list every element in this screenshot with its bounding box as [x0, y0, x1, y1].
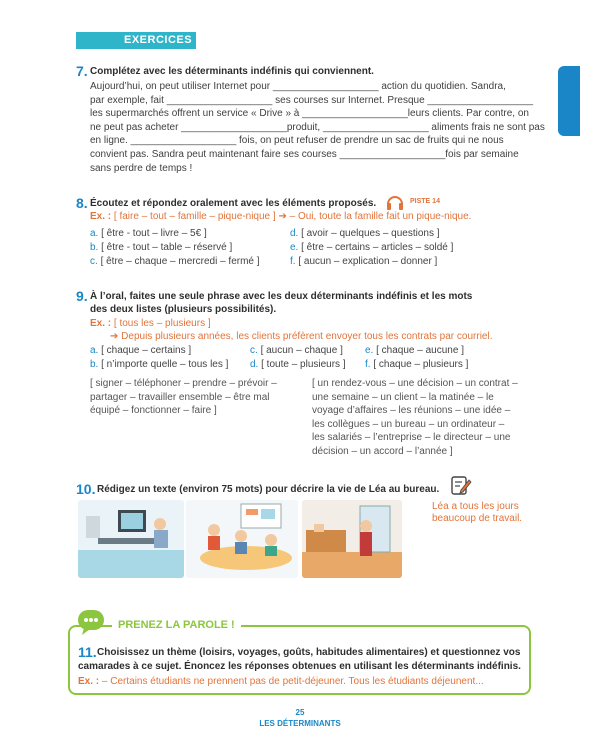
example-text: – Certains étudiants ne prennent pas de petit-déjeuner. Tous les étudiants déjeunent...: [101, 676, 484, 687]
list-line: décision – un accord – l’année ]: [312, 445, 453, 457]
exercise-11-line1: Choisissez un thème (loisirs, voyages, goûts, habitudes alimentaires) et questionnez vos: [97, 647, 521, 658]
text-line: convient pas. Sandra peut maintenant faire ses courses ___________________fois par semaine: [90, 148, 519, 160]
exercise-8-item-b: [90, 242, 232, 253]
item-label: a.: [90, 228, 99, 239]
illustration-office-desk: [78, 500, 184, 578]
item-text: [ toute – plusieurs ]: [261, 359, 346, 370]
speech-bubble-icon: [78, 610, 104, 630]
exercise-10-number: 10.: [76, 481, 96, 497]
illustration-hallway: [302, 500, 402, 578]
item-text: [ chaque – plusieurs ]: [373, 359, 469, 370]
item-text: [ aucun – explication – donner ]: [298, 256, 438, 267]
exercise-7-title: Complétez avec les déterminants indéfinis qui conviennent.: [90, 66, 374, 77]
exercise-8-item-a: [90, 228, 207, 239]
list-line: les salariés – l’entreprise – le directeur – une: [312, 432, 511, 444]
exercise-9-item-b: [90, 359, 228, 370]
arrow-icon: ➔: [278, 211, 287, 222]
note-line: beaucoup de travail.: [432, 513, 523, 524]
item-text: [ chaque – certains ]: [101, 345, 192, 356]
text-line: par exemple, fait ___________________ ses courses sur Internet. Presque ___________________: [90, 94, 534, 106]
exercise-7-text: [90, 80, 560, 175]
text-line: sans perdre de temps !: [90, 162, 193, 174]
page-number: 25: [295, 708, 305, 717]
text-line: en ligne. ___________________ fois, on peut refuser de prendre un sac de fruits qui ne nous: [90, 135, 504, 147]
chapter-tab: [558, 66, 580, 136]
exercise-9-item-e: [365, 345, 464, 356]
exercise-8-item-c: [90, 256, 260, 267]
list-line: les collègues – un bureau – un ordinateur –: [312, 418, 505, 430]
item-text: [ être – certains – articles – soldé ]: [301, 242, 454, 253]
item-text: [ avoir – quelques – questions ]: [301, 228, 440, 239]
list-line: [ un rendez-vous – une décision – un contrat –: [312, 378, 518, 389]
text-line: les supermarchés offrent un service « Drive » à ___________________leurs clients. Par contre, on: [90, 108, 529, 120]
exercise-11-example: [78, 676, 484, 687]
item-label: f.: [290, 256, 296, 267]
exercise-8-item-d: [290, 228, 440, 239]
verb-list: [90, 377, 305, 418]
exercise-9-answer: [110, 331, 492, 342]
exercise-7-number: 7.: [76, 63, 88, 79]
item-label: d.: [250, 359, 259, 370]
item-label: c.: [250, 345, 258, 356]
exercise-11-number: 11.: [78, 644, 97, 660]
item-text: [ aucun – chaque ]: [260, 345, 343, 356]
item-text: [ n’importe quelle – tous les ]: [101, 359, 229, 370]
example-label: Ex. :: [90, 318, 112, 329]
exercise-8-item-f: [290, 256, 437, 267]
example-answer: Depuis plusieurs années, les clients préfèrent envoyer tous les contrats par courriel.: [121, 331, 493, 342]
exercise-8-example: [90, 211, 560, 222]
list-line: partager – travailler ensemble – être mal: [90, 391, 270, 403]
list-line: une semaine – un client – la matinée – le: [312, 391, 494, 403]
item-label: b.: [90, 242, 99, 253]
exercise-8-item-e: [290, 242, 453, 253]
example-label: Ex. :: [78, 676, 100, 687]
item-label: f.: [365, 359, 371, 370]
exercise-8-number: 8.: [76, 195, 88, 211]
headphones-icon: [385, 193, 405, 211]
exercise-9-item-f: [365, 359, 468, 370]
exercise-9-number: 9.: [76, 288, 88, 304]
writing-icon: [450, 474, 472, 496]
text-line: Aujourd’hui, on peut utiliser Internet pour ___________________ action du quotidien. Sandra,: [90, 81, 506, 92]
exercise-9-item-d: [250, 359, 346, 370]
item-label: a.: [90, 345, 99, 356]
noun-list: [312, 377, 552, 459]
item-text: [ être – chaque – mercredi – fermé ]: [100, 256, 260, 267]
piste-label: PISTE 14: [410, 198, 440, 205]
item-text: [ être - tout – table – réservé ]: [101, 242, 233, 253]
chapter-title: LES DÉTERMINANTS: [259, 719, 341, 728]
example-label: Ex. :: [90, 211, 112, 222]
example-text: [ faire – tout – famille – pique-nique ]: [113, 211, 276, 222]
text-line: ne peut pas acheter ___________________produit, ___________________ aliments frais ne sont pas: [90, 121, 545, 133]
note-line: Léa a tous les jours: [432, 501, 519, 512]
exercise-8-title: Écoutez et répondez oralement avec les éléments proposés.: [90, 198, 377, 209]
exercise-9-title-line1: À l’oral, faites une seule phrase avec les deux déterminants indéfinis et les mots: [90, 291, 473, 302]
list-line: voyage d’affaires – les réunions – une idée –: [312, 405, 511, 417]
item-text: [ chaque – aucune ]: [376, 345, 464, 356]
exercise-9-title-line2: des deux listes (plusieurs possibilités).: [90, 304, 277, 315]
list-line: [ signer – téléphoner – prendre – prévoir –: [90, 378, 277, 389]
item-label: c.: [90, 256, 98, 267]
section-header: EXERCICES: [76, 32, 196, 49]
exercise-10-title: Rédigez un texte (environ 75 mots) pour décrire la vie de Léa au bureau.: [97, 484, 440, 495]
item-label: e.: [290, 242, 299, 253]
illustration-meeting: [186, 500, 298, 578]
exercise-9-example: [90, 318, 211, 329]
arrow-icon: ➔: [110, 331, 119, 342]
exercise-9-item-c: [250, 345, 343, 356]
example-text: [ tous les – plusieurs ]: [113, 318, 211, 329]
item-text: [ être - tout – livre – 5€ ]: [101, 228, 207, 239]
item-label: e.: [365, 345, 374, 356]
item-label: b.: [90, 359, 99, 370]
exercise-9-item-a: [90, 345, 191, 356]
exercise-11-line2: camarades à ce sujet. Énoncez les réponses obtenues en utilisant les déterminants indéfinis.: [78, 661, 521, 672]
exercise-10-note: [432, 501, 522, 525]
speaking-label: PRENEZ LA PAROLE !: [112, 619, 241, 631]
list-line: équipé – fonctionner – faire ]: [90, 405, 217, 417]
example-answer: – Oui, toute la famille fait un pique-nique.: [289, 211, 472, 222]
item-label: d.: [290, 228, 299, 239]
